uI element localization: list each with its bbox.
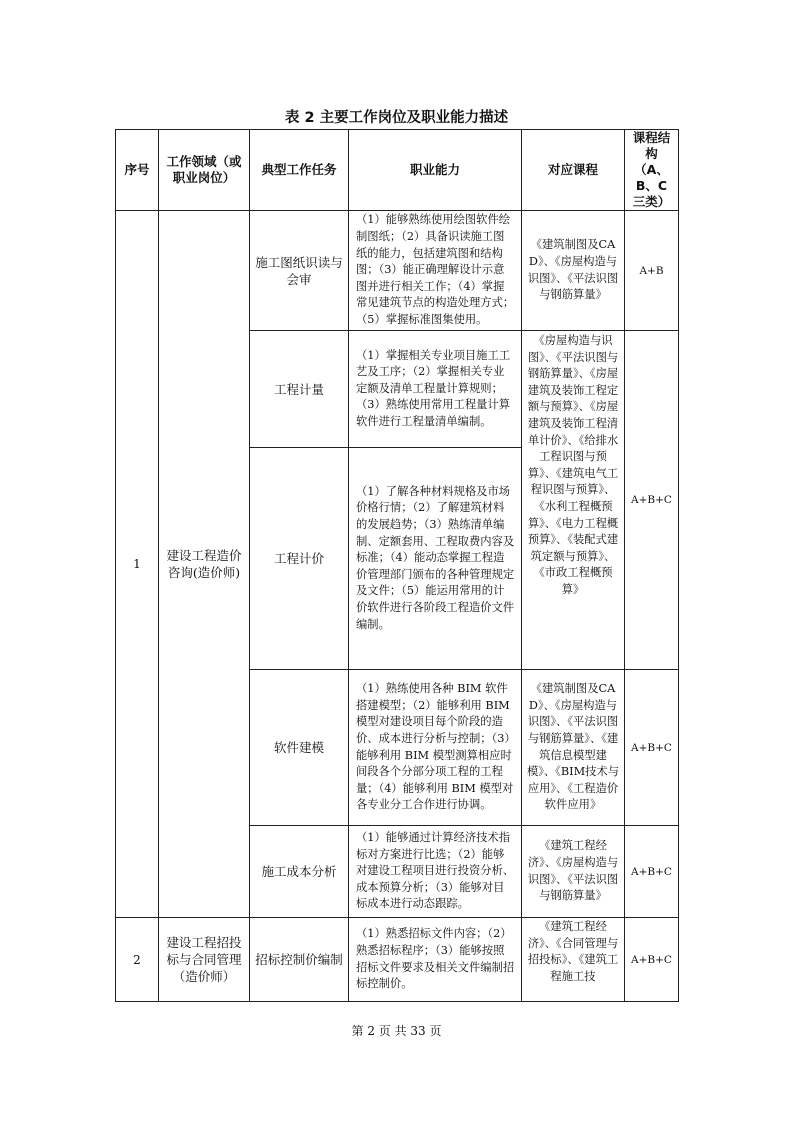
table-title: 表 2 主要工作岗位及职业能力描述 (284, 110, 509, 126)
course-cell: 《建筑制图及CAD》、《房屋构造与识图》、《平法识图与钢筋算量》、《建筑信息模型建模》、《BIM技术与应用》、《工程造价软件应用》 (522, 670, 625, 826)
structure-cell: A+B+C (625, 670, 679, 826)
header-area: 工作领域（或职业岗位） (159, 130, 250, 211)
row-number: 1 (116, 211, 159, 918)
header-no: 序号 (116, 130, 159, 211)
course-cell: 《建筑工程经济》、《房屋构造与识图》、《平法识图与钢筋算量》 (522, 826, 625, 918)
task-cell: 施工图纸识读与会审 (250, 211, 349, 331)
structure-cell: A+B (625, 211, 679, 331)
ability-cell: （1）能够熟练使用绘图软件绘制图纸；（2）具备识读施工图纸的能力，包括建筑图和结构图；（3）能正确理解设计示意图并进行相关工作；（4）掌握常见建筑节点的构造处理方式；（5）掌握标准图集使用。 (349, 211, 522, 331)
page-footer: 第 2 页 共 33 页 (351, 1024, 442, 1038)
task-cell: 工程计价 (250, 448, 349, 670)
course-cell: 《建筑制图及CAD》、《房屋构造与识图》、《平法识图与钢筋算量》 (522, 211, 625, 331)
course-cell: 《建筑工程经济》、《合同管理与招投标》、《建筑工程施工技 (522, 918, 625, 1002)
header-course: 对应课程 (522, 130, 625, 211)
work-area: 建设工程造价咨询(造价师) (159, 211, 250, 918)
header-ability: 职业能力 (349, 130, 522, 211)
ability-cell: （1）熟悉招标文件内容；（2）熟悉招标程序；（3）能够按照招标文件要求及相关文件编制招标控制价。 (349, 918, 522, 1002)
course-cell: 《房屋构造与识图》、《平法识图与钢筋算量》、《房屋建筑及装饰工程定额与预算》、《房屋建筑及装饰工程清单计价》、《给排水工程识图与预算》、《建筑电气工程识图与预算》、《水利工程概预算》、《电力工程概预算》、《装配式建筑定额与预算》、《市政工程概预算》 (522, 331, 625, 670)
job-ability-table (115, 129, 679, 1002)
ability-cell: （1）能够通过计算经济技术指标对方案进行比选；（2）能够对建设工程项目进行投资分析、成本预算分析；（3）能够对目标成本进行动态跟踪。 (349, 826, 522, 918)
task-cell: 招标控制价编制 (250, 918, 349, 1002)
structure-cell: A+B+C (625, 826, 679, 918)
structure-cell: A+B+C (625, 918, 679, 1002)
ability-cell: （1）掌握相关专业项目施工工艺及工序；（2）掌握相关专业定额及清单工程量计算规则；（3）熟练使用常用工程量计算软件进行工程量清单编制。 (349, 331, 522, 448)
structure-cell: A+B+C (625, 331, 679, 670)
header-structure: 课程结构（A、B、C 三类） (625, 130, 679, 211)
task-cell: 施工成本分析 (250, 826, 349, 918)
ability-cell: （1）熟练使用各种 BIM 软件搭建模型；（2）能够利用 BIM 模型对建设项目每个阶段的造价、成本进行分析与控制；（3）能够利用 BIM 模型测算相应时间段各个分部分项工程的工程量；（4）能够利用 BIM 模型对各专业分工合作进行协调。 (349, 670, 522, 826)
row-number: 2 (116, 918, 159, 1002)
table-row (116, 918, 679, 1002)
task-cell: 工程计量 (250, 331, 349, 448)
table-row (116, 211, 679, 331)
header-row (116, 130, 679, 211)
task-cell: 软件建模 (250, 670, 349, 826)
work-area: 建设工程招投标与合同管理（造价师） (159, 918, 250, 1002)
ability-cell: （1）了解各种材料规格及市场价格行情；（2）了解建筑材料的发展趋势；（3）熟练清单编制、定额套用、工程取费内容及标准；（4）能动态掌握工程造价管理部门颁布的各种管理规定及文件；（5）能运用常用的计价软件进行各阶段工程造价文件编制。 (349, 448, 522, 670)
header-task: 典型工作任务 (250, 130, 349, 211)
